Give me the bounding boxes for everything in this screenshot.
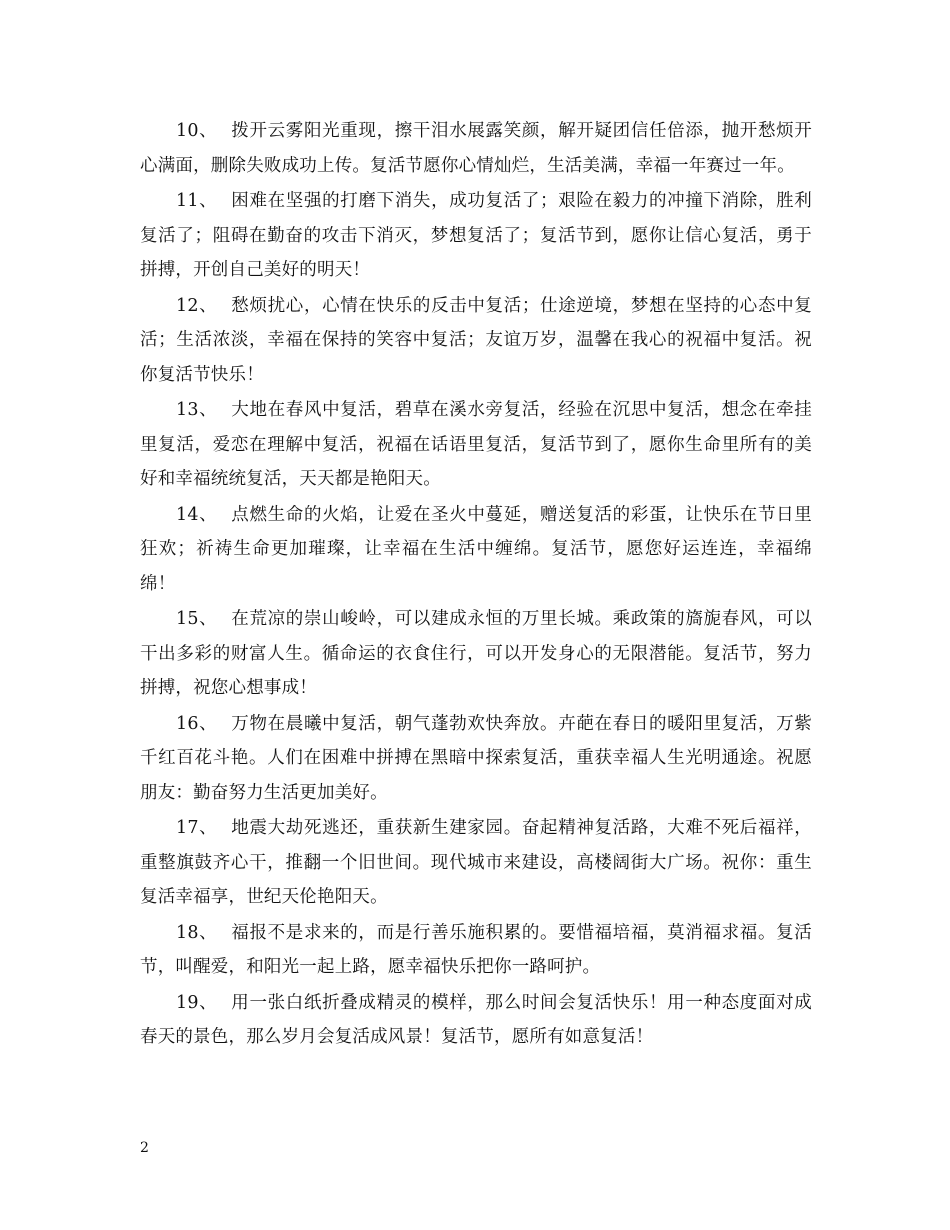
paragraph-text: 用一张白纸折叠成精灵的模样，那么时间会复活快乐！用一种态度面对成春天的景色，那么岁月会复活成风景！复活节，愿所有如意复活！: [140, 992, 812, 1047]
paragraph-number: 14、: [176, 504, 218, 525]
paragraph-17: [140, 811, 812, 915]
page-number: 2: [140, 1140, 149, 1156]
paragraph-14: [140, 498, 812, 602]
paragraph-text: 万物在晨曦中复活，朝气蓬勃欢快奔放。卉葩在春日的暖阳里复活，万紫千红百花斗艳。人们在困难中拼搏在黑暗中探索复活，重获幸福人生光明通途。祝愿朋友：勤奋努力生活更加美好。: [140, 713, 812, 803]
paragraph-number: 18、: [176, 922, 218, 943]
paragraph-text: 福报不是求来的，而是行善乐施积累的。要惜福培福，莫消福求福。复活节，叫醒爱，和阳光一起上路，愿幸福快乐把你一路呵护。: [140, 922, 812, 977]
paragraph-text: 在荒凉的崇山峻岭，可以建成永恒的万里长城。乘政策的旖旎春风，可以干出多彩的财富人生。循命运的衣食住行，可以开发身心的无限潜能。复活节，努力拼搏，祝您心想事成！: [140, 609, 812, 698]
paragraph-text: 愁烦扰心，心情在快乐的反击中复活；仕途逆境，梦想在坚持的心态中复活；生活浓淡，幸福在保持的笑容中复活；友谊万岁，温馨在我心的祝福中复活。祝你复活节快乐！: [140, 295, 812, 385]
paragraph-13: [140, 393, 812, 497]
paragraph-12: [140, 289, 812, 393]
paragraph-text: 拨开云雾阳光重现，擦干泪水展露笑颜，解开疑团信任倍添，抛开愁烦开心满面，删除失败成功上传。复活节愿你心情灿烂，生活美满，幸福一年赛过一年。: [140, 121, 812, 176]
paragraph-10: [140, 114, 812, 183]
paragraph-text: 困难在坚强的打磨下消失，成功复活了；艰险在毅力的冲撞下消除，胜利复活了；阻碍在勤奋的攻击下消灭，梦想复活了；复活节到，愿你让信心复活，勇于拼搏，开创自己美好的明天！: [140, 191, 812, 280]
paragraph-number: 19、: [176, 992, 218, 1013]
paragraph-number: 17、: [176, 818, 218, 838]
paragraph-number: 12、: [176, 295, 218, 316]
paragraph-15: [140, 602, 812, 706]
paragraph-number: 13、: [176, 400, 218, 420]
paragraph-number: 16、: [176, 713, 218, 734]
paragraph-16: [140, 707, 812, 811]
paragraph-number: 10、: [176, 121, 218, 141]
paragraph-number: 15、: [176, 609, 218, 629]
paragraph-19: [140, 986, 812, 1055]
paragraph-text: 地震大劫死逃还，重获新生建家园。奋起精神复活路，大难不死后福祥，重整旗鼓齐心干，推翻一个旧世间。现代城市来建设，高楼阔街大广场。祝你：重生复活幸福享，世纪天伦艳阳天。: [140, 818, 812, 907]
paragraph-number: 11、: [176, 191, 218, 211]
paragraph-11: [140, 184, 812, 288]
document-body: [140, 114, 812, 1056]
paragraph-text: 大地在春风中复活，碧草在溪水旁复活，经验在沉思中复活，想念在牵挂里复活，爱恋在理解中复活，祝福在话语里复活，复活节到了，愿你生命里所有的美好和幸福统统复活，天天都是艳阳天。: [140, 400, 812, 489]
paragraph-18: [140, 916, 812, 985]
paragraph-text: 点燃生命的火焰，让爱在圣火中蔓延，赠送复活的彩蛋，让快乐在节日里狂欢；祈祷生命更加璀璨，让幸福在生活中缠绵。复活节，愿您好运连连，幸福绵绵！: [140, 504, 812, 594]
